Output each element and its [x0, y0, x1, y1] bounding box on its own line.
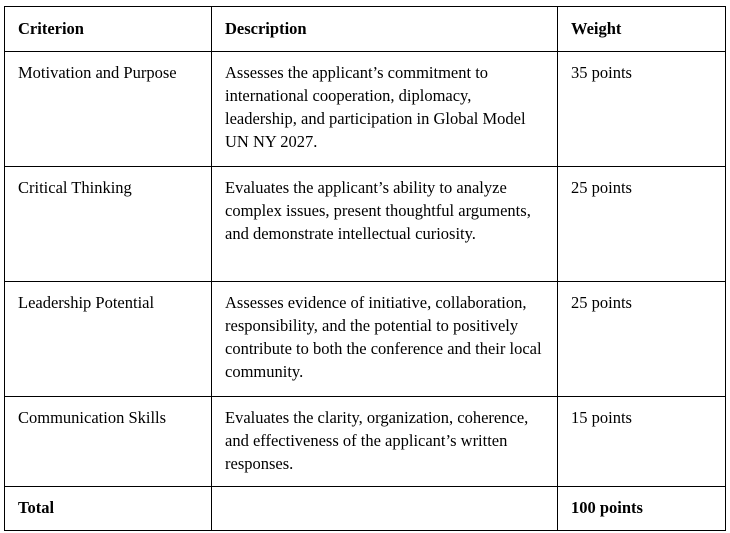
criterion-cell: Leadership Potential — [5, 282, 212, 397]
table-row — [5, 397, 726, 487]
total-label: Total — [5, 487, 212, 531]
criterion-cell: Motivation and Purpose — [5, 52, 212, 167]
table-row — [5, 52, 726, 167]
description-cell: Evaluates the applicant’s ability to analyze complex issues, present thoughtful arguments, and demonstrate intellectual curiosity. — [212, 167, 558, 282]
table-row — [5, 282, 726, 397]
total-weight: 100 points — [558, 487, 726, 531]
header-criterion: Criterion — [5, 7, 212, 52]
weight-cell: 15 points — [558, 397, 726, 487]
header-description: Description — [212, 7, 558, 52]
description-cell: Evaluates the clarity, organization, coherence, and effectiveness of the applicant’s written responses. — [212, 397, 558, 487]
criterion-cell: Communication Skills — [5, 397, 212, 487]
table-row — [5, 167, 726, 282]
criterion-cell: Critical Thinking — [5, 167, 212, 282]
description-cell: Assesses the applicant’s commitment to international cooperation, diplomacy, leadership, and participation in Global Model UN NY 2027. — [212, 52, 558, 167]
weight-cell: 25 points — [558, 167, 726, 282]
description-cell: Assesses evidence of initiative, collaboration, responsibility, and the potential to positively contribute to both the conference and their local community. — [212, 282, 558, 397]
header-weight: Weight — [558, 7, 726, 52]
table-header-row — [5, 7, 726, 52]
weight-cell: 25 points — [558, 282, 726, 397]
evaluation-criteria-table — [4, 6, 726, 531]
weight-cell: 35 points — [558, 52, 726, 167]
total-row — [5, 487, 726, 531]
total-description-cell — [212, 487, 558, 531]
